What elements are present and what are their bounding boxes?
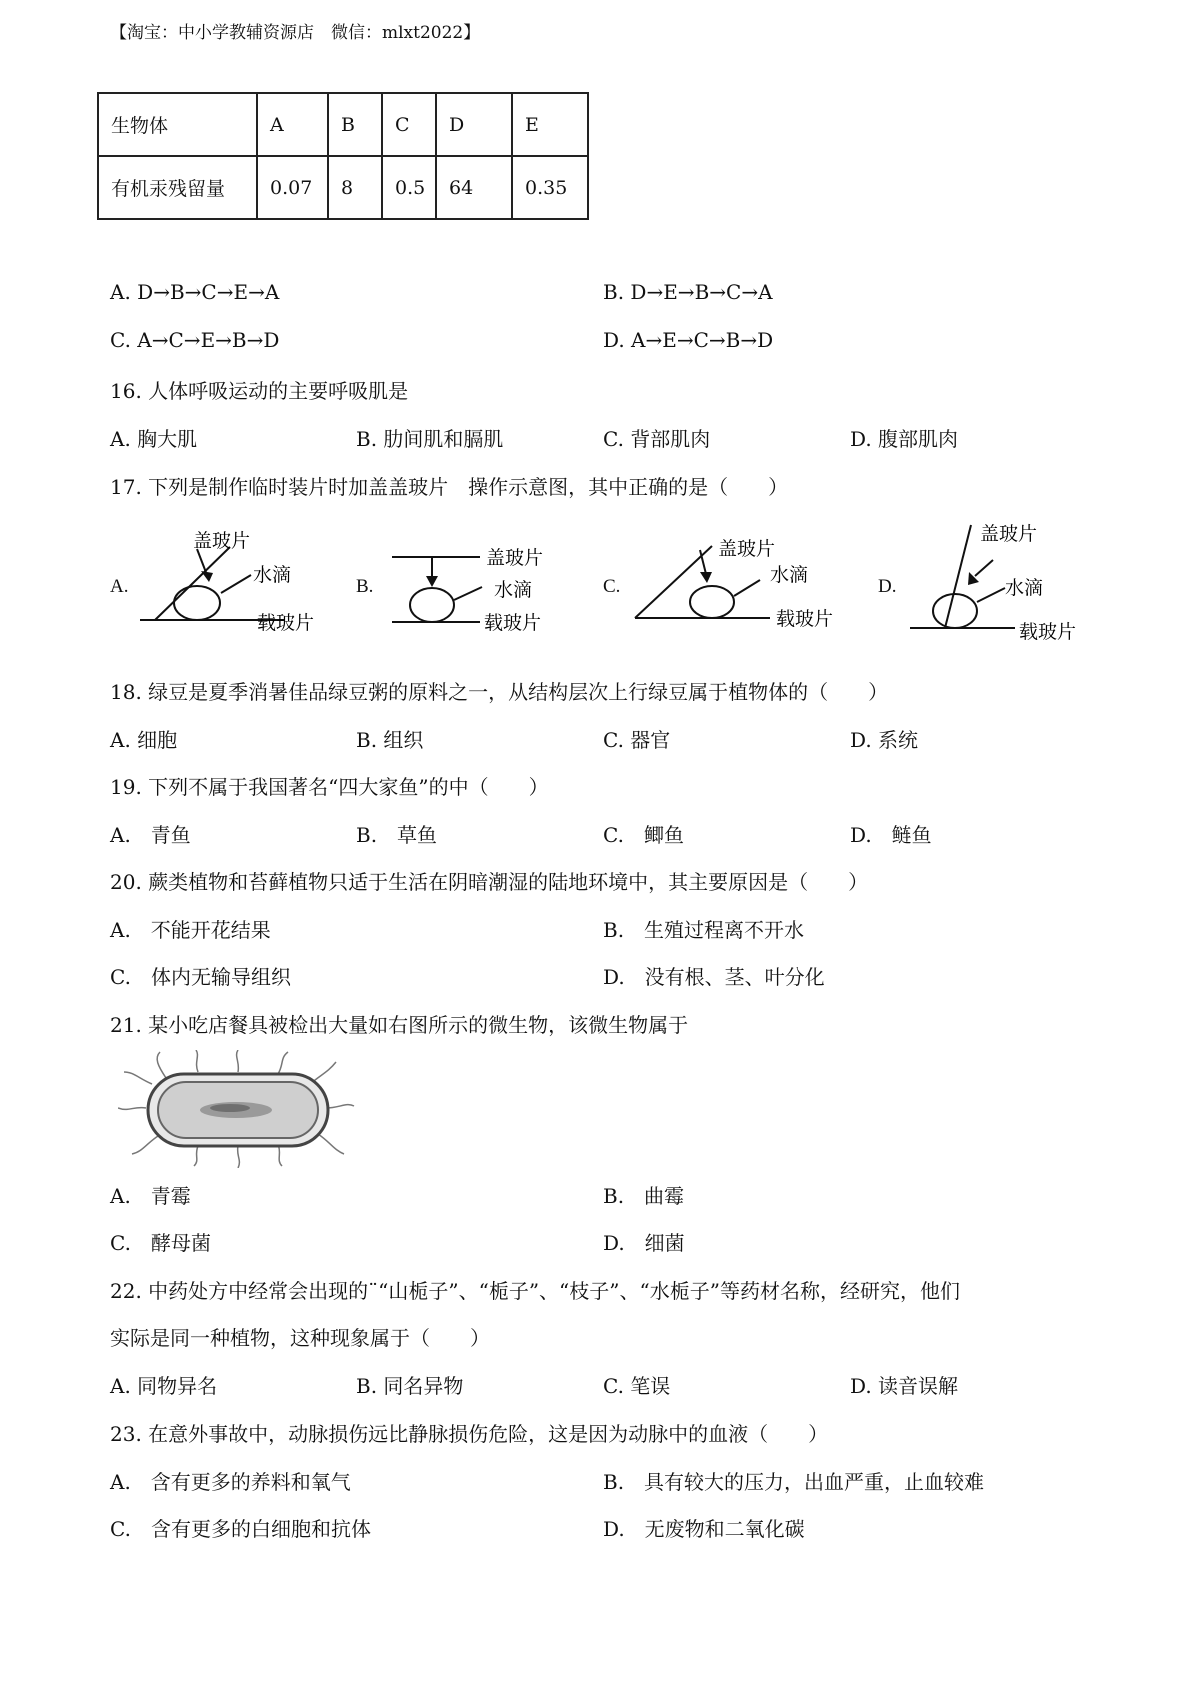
table-cell: C — [382, 93, 436, 156]
table-row — [98, 93, 588, 156]
q15-option-a: A. D→B→C→E→A — [110, 280, 280, 304]
q22-option-d: D. 读音误解 — [850, 1374, 959, 1398]
q23-option-c: C. 含有更多的白细胞和抗体 — [110, 1517, 371, 1541]
q17-figure-label-b: B. — [356, 576, 374, 597]
q17-figure-label-d: D. — [878, 576, 897, 597]
q20-option-c: C. 体内无输导组织 — [110, 965, 291, 989]
table-cell: B — [328, 93, 382, 156]
q23-option-a: A. 含有更多的养料和氧气 — [110, 1470, 351, 1494]
q17-figure-d — [905, 520, 1105, 645]
q18-text: 18. 绿豆是夏季消暑佳品绿豆粥的原料之一，从结构层次上行绿豆属于植物体的（ ） — [110, 680, 889, 704]
bacterium-image — [118, 1050, 358, 1168]
table-cell: 0.07 — [257, 156, 328, 219]
q17-figure-c — [630, 530, 850, 640]
q19-text: 19. 下列不属于我国著名“四大家鱼”的中（ ） — [110, 775, 549, 799]
q22-text-line2: 实际是同一种植物，这种现象属于（ ） — [110, 1326, 490, 1350]
q17-figure-label-a: A. — [110, 576, 129, 597]
watermark-header: 【淘宝：中小学教辅资源店 微信：mlxt2022】 — [110, 23, 481, 43]
table-row — [98, 156, 588, 219]
water-drop-label: 水滴 — [494, 579, 533, 601]
q17-figure-a — [135, 525, 335, 640]
q15-option-b: B. D→E→B→C→A — [603, 280, 773, 304]
q18-option-d: D. 系统 — [850, 728, 919, 752]
q22-option-b: B. 同名异物 — [356, 1374, 464, 1398]
table-cell: 生物体 — [98, 93, 257, 156]
q16-text: 16. 人体呼吸运动的主要呼吸肌是 — [110, 379, 409, 403]
q23-text: 23. 在意外事故中，动脉损伤远比静脉损伤危险，这是因为动脉中的血液（ ） — [110, 1422, 829, 1446]
q21-option-a: A. 青霉 — [110, 1184, 191, 1208]
q16-option-d: D. 腹部肌肉 — [850, 427, 959, 451]
q19-option-b: B. 草鱼 — [356, 823, 438, 847]
q17-text: 17. 下列是制作临时装片时加盖盖玻片 操作示意图，其中正确的是（ ） — [110, 475, 789, 499]
q23-option-b: B. 具有较大的压力，出血严重，止血较难 — [603, 1470, 985, 1494]
table-cell: 8 — [328, 156, 382, 219]
q18-option-c: C. 器官 — [603, 728, 671, 752]
q21-option-b: B. 曲霉 — [603, 1184, 685, 1208]
water-drop-label: 水滴 — [770, 564, 809, 586]
q17-figure-b — [390, 540, 570, 640]
q22-option-a: A. 同物异名 — [110, 1374, 218, 1398]
table-cell: D — [436, 93, 512, 156]
q15-option-d: D. A→E→C→B→D — [603, 328, 774, 352]
glass-slide-label: 载玻片 — [257, 612, 315, 634]
glass-slide-label: 载玻片 — [776, 608, 834, 630]
table-cell: 有机汞残留量 — [98, 156, 257, 219]
q19-option-d: D. 鲢鱼 — [850, 823, 932, 847]
q15-option-c: C. A→C→E→B→D — [110, 328, 280, 352]
q21-option-d: D. 细菌 — [603, 1231, 685, 1255]
glass-slide-label: 载玻片 — [484, 612, 542, 634]
q16-option-c: C. 背部肌肉 — [603, 427, 711, 451]
q22-text-line1: 22. 中药处方中经常会出现的¨“山栀子”、“栀子”、“枝子”、“水栀子”等药材名称，经研究，他们 — [110, 1279, 960, 1303]
q20-option-a: A. 不能开花结果 — [110, 918, 271, 942]
q20-text: 20. 蕨类植物和苔藓植物只适于生活在阴暗潮湿的陆地环境中，其主要原因是（ ） — [110, 870, 869, 894]
q19-option-a: A. 青鱼 — [110, 823, 191, 847]
cover-slip-label: 盖玻片 — [718, 538, 776, 560]
mercury-residue-table — [97, 92, 589, 220]
q20-option-d: D. 没有根、茎、叶分化 — [603, 965, 825, 989]
table-cell: 0.5 — [382, 156, 436, 219]
q18-option-b: B. 组织 — [356, 728, 424, 752]
q19-option-c: C. 鲫鱼 — [603, 823, 684, 847]
glass-slide-label: 载玻片 — [1019, 621, 1077, 643]
q17-figure-label-c: C. — [603, 576, 621, 597]
water-drop-label: 水滴 — [1005, 577, 1044, 599]
q23-option-d: D. 无废物和二氧化碳 — [603, 1517, 805, 1541]
q16-option-b: B. 肋间肌和膈肌 — [356, 427, 504, 451]
q21-option-c: C. 酵母菌 — [110, 1231, 211, 1255]
q20-option-b: B. 生殖过程离不开水 — [603, 918, 805, 942]
cover-slip-label: 盖玻片 — [193, 530, 251, 552]
q21-text: 21. 某小吃店餐具被检出大量如右图所示的微生物，该微生物属于 — [110, 1013, 689, 1037]
table-cell: 64 — [436, 156, 512, 219]
table-cell: E — [512, 93, 588, 156]
q16-option-a: A. 胸大肌 — [110, 427, 198, 451]
cover-slip-label: 盖玻片 — [980, 523, 1038, 545]
q18-option-a: A. 细胞 — [110, 728, 178, 752]
table-cell: 0.35 — [512, 156, 588, 219]
q22-option-c: C. 笔误 — [603, 1374, 671, 1398]
water-drop-label: 水滴 — [253, 564, 292, 586]
table-cell: A — [257, 93, 328, 156]
cover-slip-label: 盖玻片 — [486, 547, 544, 569]
